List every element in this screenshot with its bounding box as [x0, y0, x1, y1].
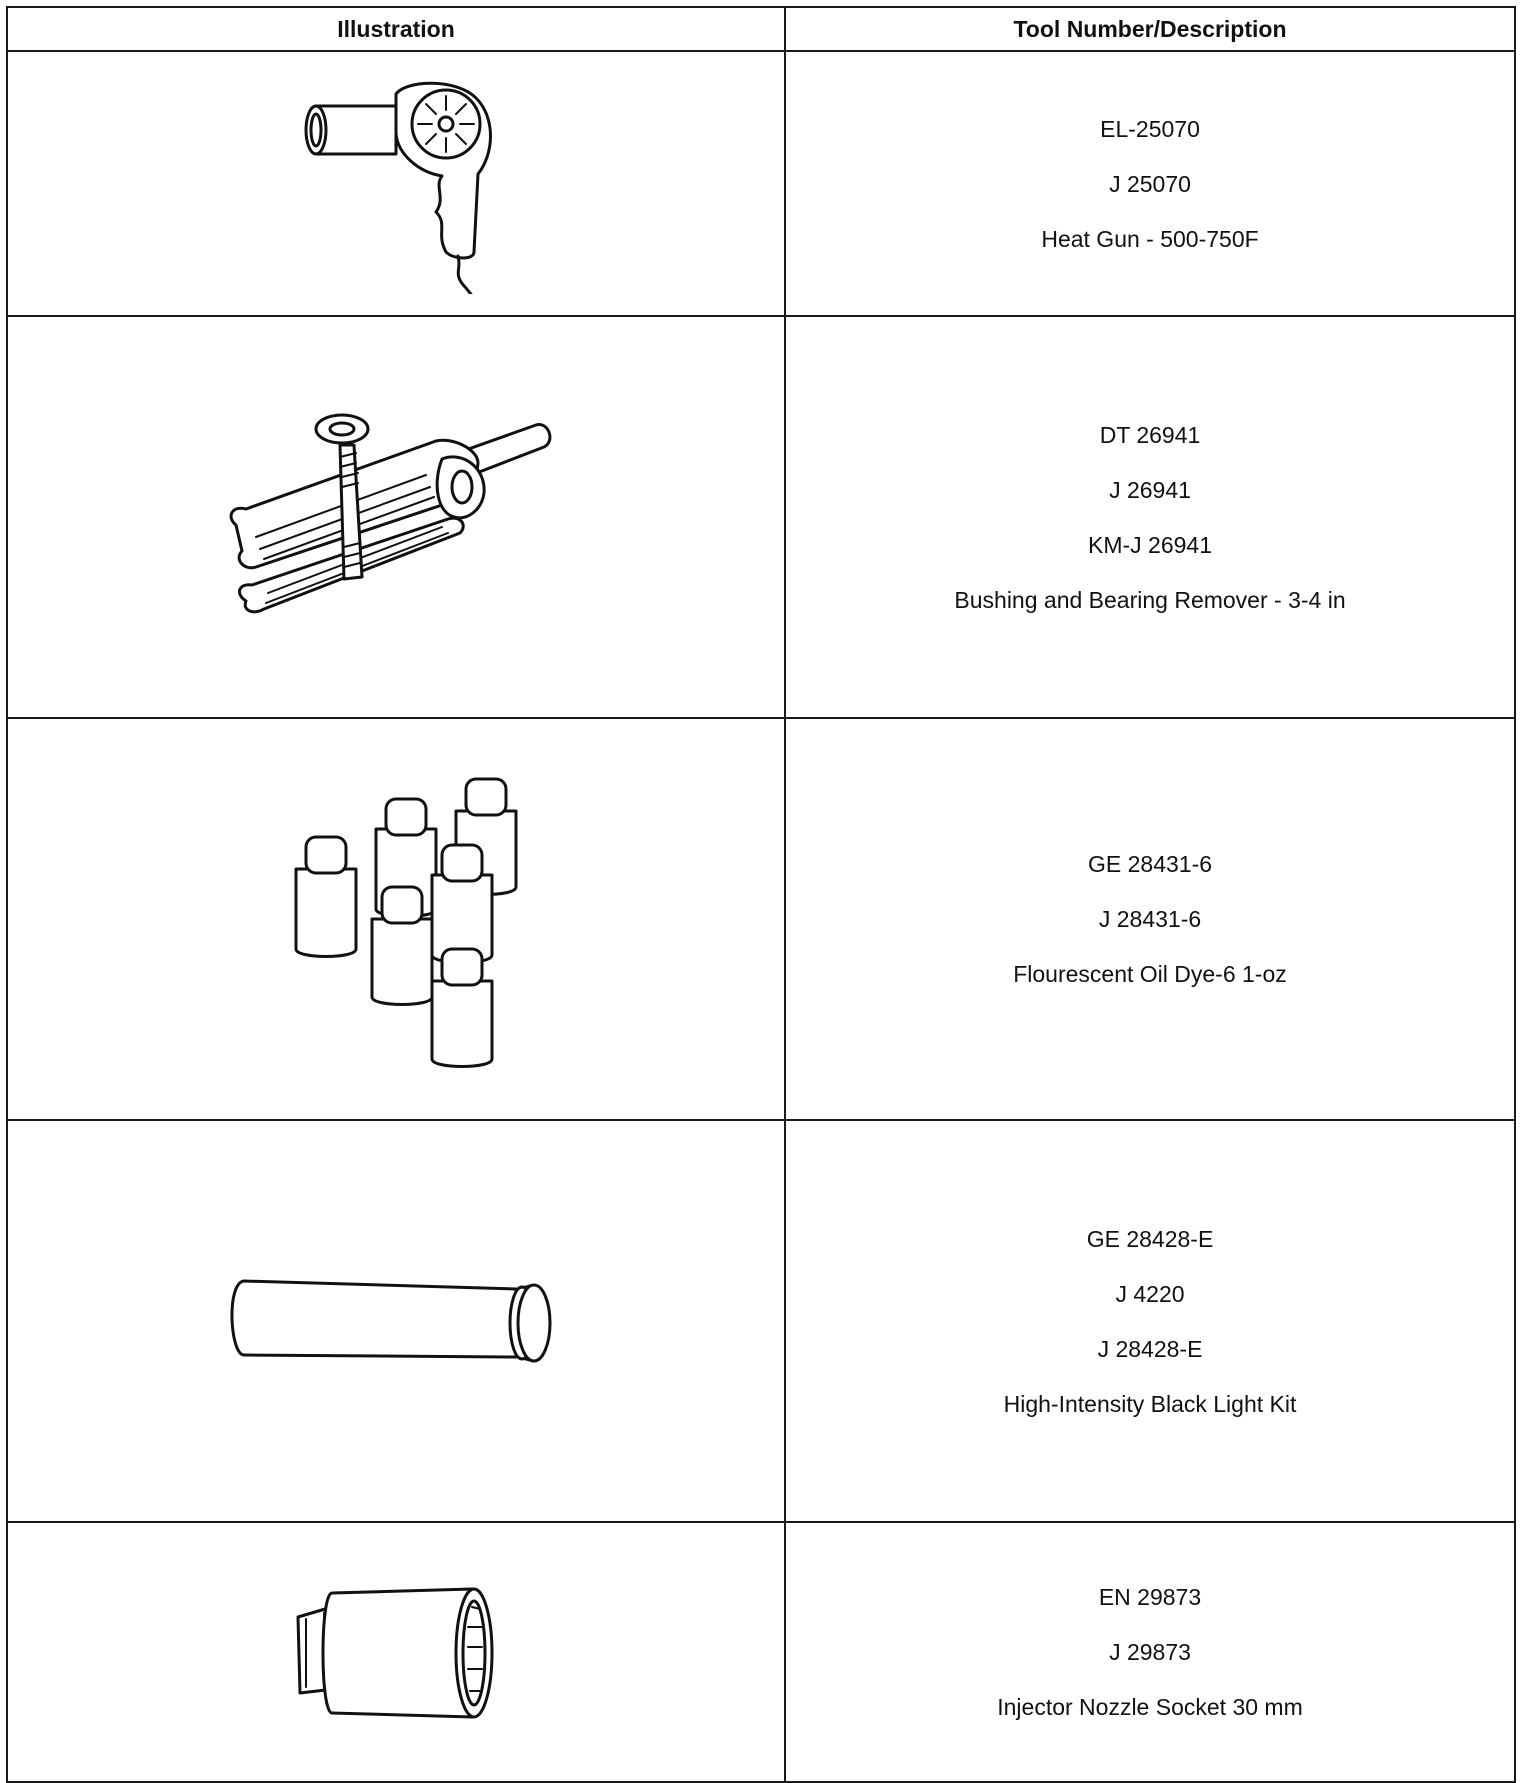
tool-number: J 4220: [1115, 1280, 1185, 1307]
table-row: [7, 718, 1515, 1120]
tool-description: Flourescent Oil Dye-6 1-oz: [1013, 961, 1287, 987]
header-row: [7, 7, 1515, 51]
tool-description-cell: [785, 718, 1515, 1120]
tool-number: GE 28431-6: [1087, 851, 1213, 877]
bottle-left: [296, 837, 356, 957]
tool-description-cell: [785, 316, 1515, 718]
black-light-icon: [216, 1271, 576, 1371]
illustration-cell: [7, 51, 785, 316]
tool-description: High-Intensity Black Light Kit: [1003, 1390, 1297, 1417]
tool-number: EL-25070: [1100, 115, 1200, 142]
tool-number: J 28431-6: [1098, 906, 1202, 932]
tool-number: J 29873: [1109, 1639, 1191, 1665]
illustration-cell: [7, 718, 785, 1120]
tool-description: Heat Gun - 500-750F: [1041, 225, 1259, 252]
tool-number: GE 28428-E: [1086, 1225, 1214, 1252]
tool-description-cell: [785, 1120, 1515, 1522]
bottle-front-left: [372, 887, 432, 1005]
tool-description-cell: [785, 1522, 1515, 1782]
bottle-front-right: [432, 949, 492, 1067]
tool-number: KM-J 26941: [1087, 531, 1212, 558]
tool-number: J 26941: [1109, 476, 1191, 503]
tool-number: DT 26941: [1099, 421, 1201, 448]
nozzle-socket-icon: [276, 1577, 516, 1727]
tool-number: J 28428-E: [1097, 1335, 1203, 1362]
illustration-cell: [7, 1522, 785, 1782]
table-row: [7, 1120, 1515, 1522]
tool-description-cell: [785, 51, 1515, 316]
bushing-bearing-remover-icon: [216, 397, 576, 637]
table-row: [7, 316, 1515, 718]
bottle-middle-right: [432, 845, 492, 963]
tool-description: Bushing and Bearing Remover - 3-4 in: [954, 586, 1346, 613]
heat-gun-icon: [286, 74, 506, 294]
oil-dye-bottles-icon: [266, 759, 526, 1079]
table-row: [7, 1522, 1515, 1782]
table-row: [7, 51, 1515, 316]
illustration-cell: [7, 316, 785, 718]
illustration-column-header: Illustration: [7, 7, 785, 51]
tool-number: J 25070: [1109, 170, 1191, 197]
tool-number: EN 29873: [1098, 1584, 1202, 1610]
tool-description-column-header: Tool Number/Description: [785, 7, 1515, 51]
illustration-cell: [7, 1120, 785, 1522]
special-tools-table: [6, 6, 1516, 1783]
tool-description: Injector Nozzle Socket 30 mm: [997, 1694, 1303, 1720]
